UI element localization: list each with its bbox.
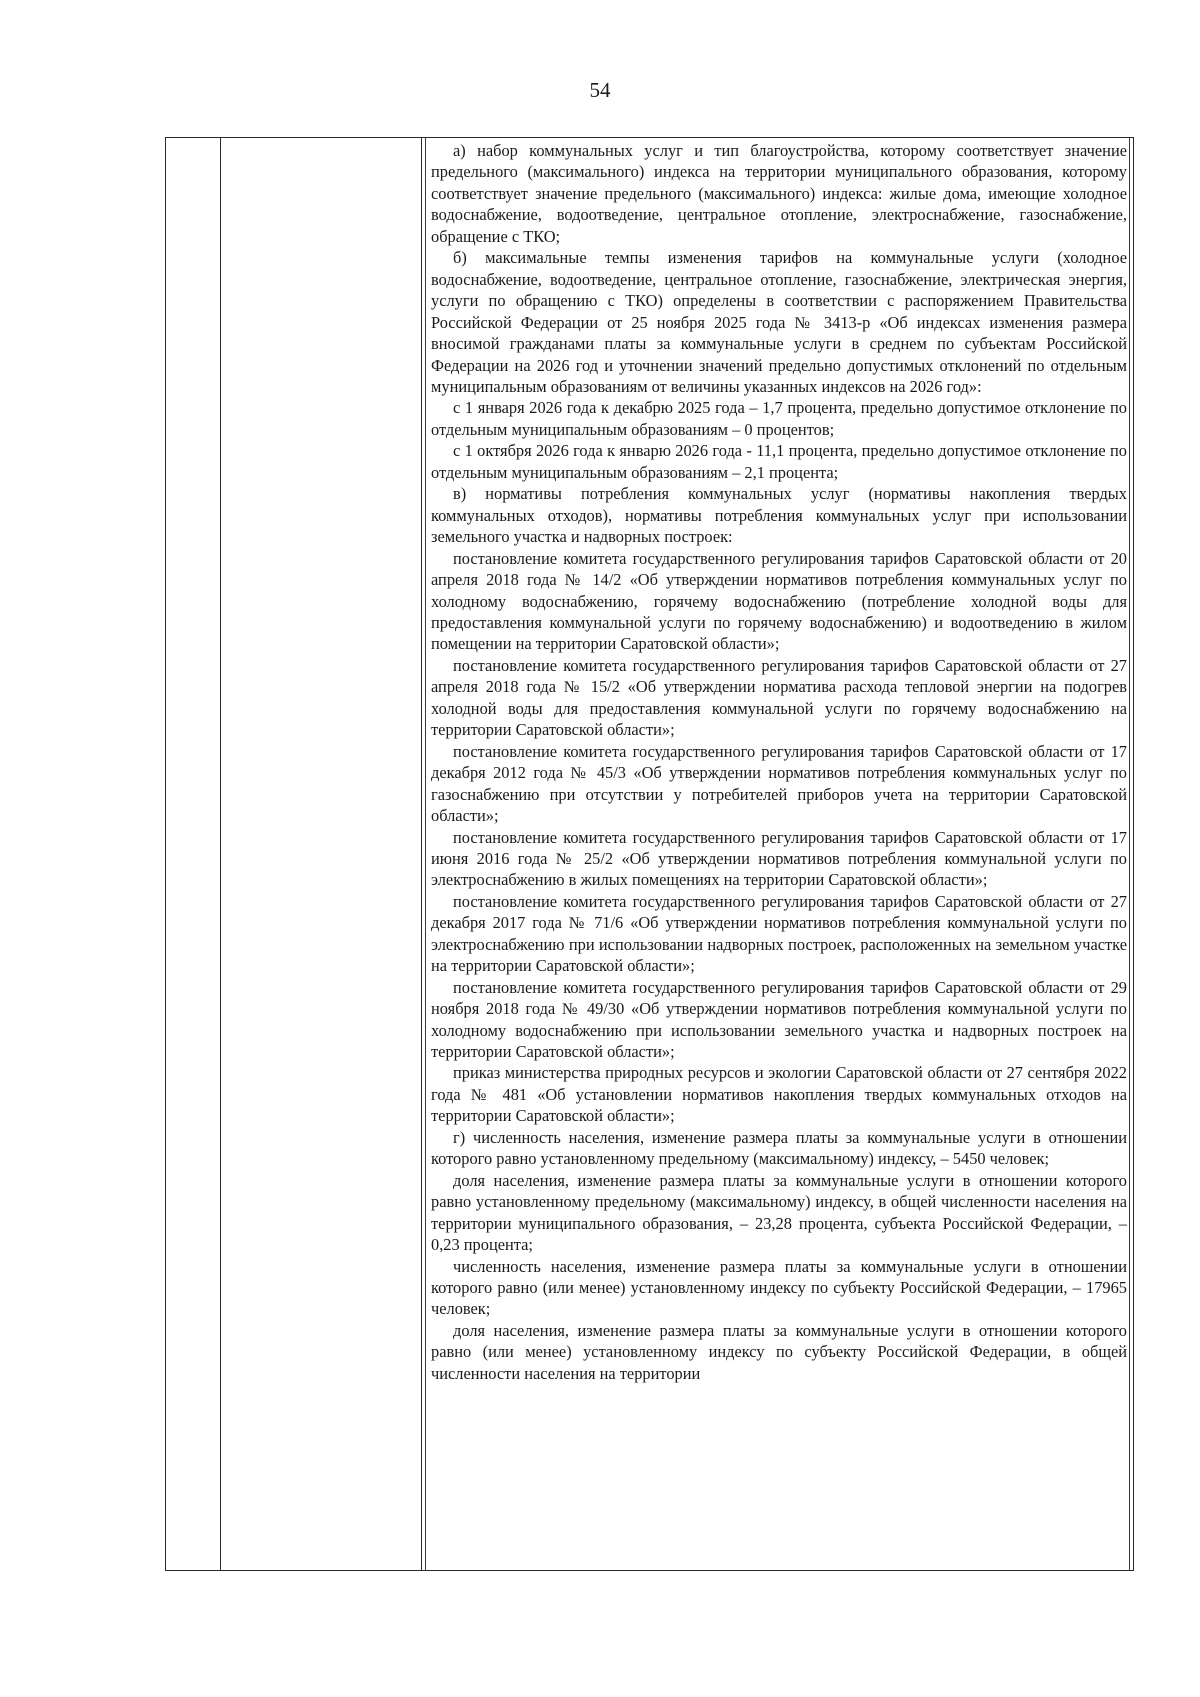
column-divider xyxy=(421,138,422,1570)
paragraph: в) нормативы потребления коммунальных услуг (нормативы накопления твердых коммунальных отходов), нормативы потребления коммунальных услуг при использовании земельного участка и надворных построек: xyxy=(431,484,1127,547)
column-divider xyxy=(1129,138,1130,1570)
paragraph: постановление комитета государственного регулирования тарифов Саратовской области от 27 апреля 2018 года № 15/2 «Об утверждении норматива расхода тепловой энергии на подогрев холодной воды для предоставления коммунальной услуги по горячему водоснабжению на территории Саратовской области»; xyxy=(431,655,1127,740)
paragraph: доля населения, изменение размера платы за коммунальные услуги в отношении которого равно (или менее) установленному индексу по субъекту Российской Федерации, в общей численности населения на территории xyxy=(431,1320,1127,1383)
paragraph: приказ министерства природных ресурсов и экологии Саратовской области от 27 сентября 2022 года № 481 «Об установлении нормативов накопления твердых коммунальных отходов на территории Саратовской области»; xyxy=(431,1063,1127,1126)
paragraph: постановление комитета государственного регулирования тарифов Саратовской области от 27 декабря 2017 года № 71/6 «Об утверждении нормативов потребления коммунальной услуги по электроснабжению при использовании надворных построек, расположенных на земельном участке на территории Саратовской области»; xyxy=(431,891,1127,976)
page-number: 54 xyxy=(589,78,611,102)
paragraph: с 1 января 2026 года к декабрю 2025 года – 1,7 процента, предельно допустимое отклонение по отдельным муниципальным образованиям – 0 процентов; xyxy=(431,398,1127,439)
paragraph: численность населения, изменение размера платы за коммунальные услуги в отношении которого равно (или менее) установленному индексу по субъекту Российской Федерации, – 17965 человек; xyxy=(431,1256,1127,1319)
paragraph: постановление комитета государственного регулирования тарифов Саратовской области от 29 ноября 2018 года № 49/30 «Об утверждении нормативов потребления коммунальной услуги по холодному водоснабжению при использовании земельного участка и надворных построек на территории Саратовской области»; xyxy=(431,977,1127,1062)
column-divider xyxy=(425,138,426,1570)
paragraph: постановление комитета государственного регулирования тарифов Саратовской области от 17 июня 2016 года № 25/2 «Об утверждении нормативов потребления коммунальной услуги по электроснабжению в жилых помещениях на территории Саратовской области»; xyxy=(431,827,1127,890)
paragraph: г) численность населения, изменение размера платы за коммунальные услуги в отношении которого равно установленному предельному (максимальному) индексу, – 5450 человек; xyxy=(431,1127,1127,1169)
paragraph: с 1 октября 2026 года к январю 2026 года - 11,1 процента, предельно допустимое отклонение по отдельным муниципальным образованиям – 2,1 процента; xyxy=(431,441,1127,482)
paragraph: постановление комитета государственного регулирования тарифов Саратовской области от 20 апреля 2018 года № 14/2 «Об утверждении нормативов потребления коммунальных услуг по холодному водоснабжению, горячему водоснабжению (потребление холодной воды для предоставления коммунальной услуги по горячему водоснабжению) и водоотведению в жилом помещении на территории Саратовской области»; xyxy=(431,548,1127,654)
column-divider xyxy=(220,138,221,1570)
table-cell-content xyxy=(431,140,1127,1384)
paragraph: постановление комитета государственного регулирования тарифов Саратовской области от 17 декабря 2012 года № 45/3 «Об утверждении нормативов потребления коммунальных услуг по газоснабжению при отсутствии у потребителей приборов учета на территории Саратовской области»; xyxy=(431,741,1127,826)
paragraph: б) максимальные темпы изменения тарифов на коммунальные услуги (холодное водоснабжение, водоотведение, центральное отопление, газоснабжение, электрическая энергия, услуги по обращению с ТКО) определены в соответствии с распоряжением Правительства Российской Федерации от 25 ноября 2025 года № 3413-р «Об индексах изменения размера вносимой гражданами платы за коммунальные услуги в среднем по субъектам Российской Федерации на 2026 год и уточнении значений предельно допустимых отклонений по отдельным муниципальным образованиям от величины указанных индексов на 2026 год»: xyxy=(431,248,1127,396)
document-table xyxy=(165,137,1134,1571)
table-cell-title xyxy=(221,138,421,1570)
paragraph: а) набор коммунальных услуг и тип благоустройства, которому соответствует значение предельного (максимального) индекса на территории муниципального образования, которому соответствует значение предельного (максимального) индекса: жилые дома, имеющие холодное водоснабжение, водоотведение, центральное отопление, электроснабжение, газоснабжение, обращение с ТКО; xyxy=(431,141,1127,246)
paragraph: доля населения, изменение размера платы за коммунальные услуги в отношении которого равно установленному предельному (максимальному) индексу, в общей численности населения на территории муниципального образования, – 23,28 процента, субъекта Российской Федерации, – 0,23 процента; xyxy=(431,1170,1127,1255)
table-cell-number xyxy=(166,138,220,1570)
